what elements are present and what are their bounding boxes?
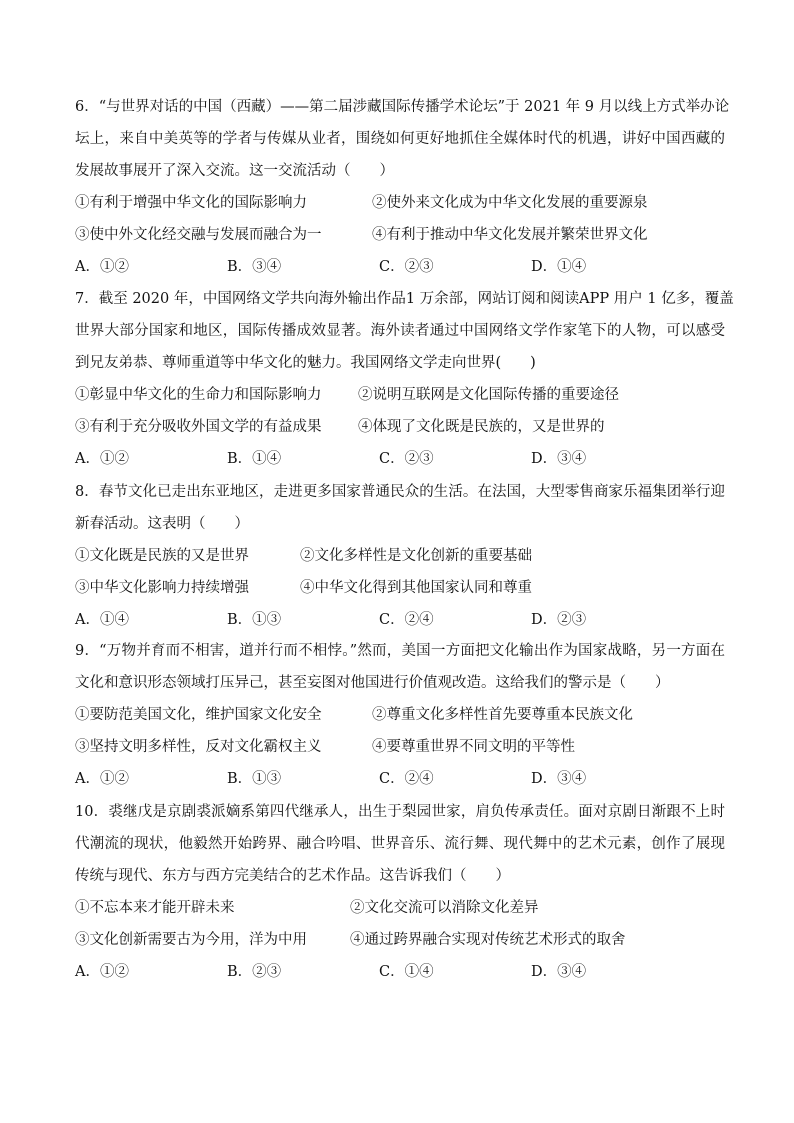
answer-d: D．③④ bbox=[531, 771, 587, 787]
option-4: ④要尊重世界不同文明的平等性 bbox=[372, 739, 575, 755]
stem-line: 文化和意识形态领域打压异己，甚至妄图对他国进行价值观改造。这给我们的警示是（ ） bbox=[75, 675, 670, 691]
option-3: ③文化创新需要古为今用，洋为中用 bbox=[75, 932, 307, 948]
answer-c: C．①④ bbox=[379, 964, 434, 980]
option-row bbox=[75, 572, 725, 604]
answer-b: B．①③ bbox=[227, 771, 282, 787]
question-stem bbox=[75, 91, 730, 187]
stem-line: 坛上，来自中美英等的学者与传媒从业者，围绕如何更好地抓住全媒体时代的机遇，讲好中国西藏的 bbox=[75, 131, 725, 147]
option-row bbox=[75, 892, 725, 924]
option-3: ③坚持文明多样性，反对文化霸权主义 bbox=[75, 739, 322, 755]
option-4: ④体现了文化既是民族的，又是世界的 bbox=[358, 419, 605, 435]
answer-d: D．③④ bbox=[531, 964, 587, 980]
option-3: ③有利于充分吸收外国文学的有益成果 bbox=[75, 419, 322, 435]
question-7 bbox=[75, 283, 734, 475]
option-row bbox=[75, 924, 725, 956]
stem-line: 传统与现代、东方与西方完美结合的艺术作品。这告诉我们（ ） bbox=[75, 868, 510, 884]
answer-d: D．②③ bbox=[531, 612, 587, 628]
answer-c: C．②④ bbox=[379, 612, 434, 628]
option-3: ③使中外文化经交融与发展而融合为一 bbox=[75, 227, 322, 243]
option-1: ①不忘本来才能开辟未来 bbox=[75, 900, 235, 916]
option-2: ②使外来文化成为中华文化发展的重要源泉 bbox=[372, 195, 648, 211]
answer-c: C．②④ bbox=[379, 771, 434, 787]
option-1: ①有利于增强中华文化的国际影响力 bbox=[75, 195, 307, 211]
stem-line: 新春活动。这表明（ ） bbox=[75, 516, 249, 532]
question-10 bbox=[75, 796, 725, 988]
option-4: ④中华文化得到其他国家认同和尊重 bbox=[300, 580, 532, 596]
question-9 bbox=[75, 635, 725, 795]
option-1: ①彰显中华文化的生命力和国际影响力 bbox=[75, 387, 322, 403]
option-row bbox=[75, 219, 725, 251]
answer-row bbox=[75, 443, 725, 475]
stem-line: 6．“与世界对话的中国（西藏）——第二届涉藏国际传播学术论坛”于 2021 年 9 月以线上方式举办论 bbox=[75, 99, 730, 115]
option-2: ②尊重文化多样性首先要尊重本民族文化 bbox=[372, 707, 633, 723]
option-2: ②文化交流可以消除文化差异 bbox=[350, 900, 539, 916]
option-3: ③中华文化影响力持续增强 bbox=[75, 580, 249, 596]
answer-row bbox=[75, 956, 725, 988]
answer-d: D．③④ bbox=[531, 451, 587, 467]
stem-line: 9．“万物并育而不相害，道并行而不相悖。”然而，美国一方面把文化输出作为国家战略，另一方面在 bbox=[75, 643, 725, 659]
stem-line: 到兄友弟恭、尊师重道等中华文化的魅力。我国网络文学走向世界( ) bbox=[75, 355, 536, 371]
question-6 bbox=[75, 91, 730, 283]
option-row bbox=[75, 379, 725, 411]
stem-line: 7．截至 2020 年，中国网络文学共向海外输出作品1 万余部，网站订阅和阅读APP 用户 1 亿多，覆盖 bbox=[75, 291, 734, 307]
answer-a: A．①④ bbox=[75, 612, 129, 628]
question-stem bbox=[75, 283, 734, 379]
option-row bbox=[75, 540, 725, 572]
option-1: ①文化既是民族的又是世界 bbox=[75, 548, 249, 564]
option-row bbox=[75, 411, 725, 443]
answer-row bbox=[75, 251, 725, 283]
answer-c: C．②③ bbox=[379, 259, 434, 275]
answer-row bbox=[75, 763, 725, 795]
option-row bbox=[75, 187, 725, 219]
option-2: ②文化多样性是文化创新的重要基础 bbox=[300, 548, 532, 564]
option-row bbox=[75, 731, 725, 763]
stem-line: 8．春节文化已走出东亚地区，走进更多国家普通民众的生活。在法国，大型零售商家乐福集团举行迎 bbox=[75, 484, 725, 500]
option-4: ④有利于推动中华文化发展并繁荣世界文化 bbox=[372, 227, 648, 243]
answer-a: A．①② bbox=[75, 964, 129, 980]
answer-a: A．①② bbox=[75, 451, 129, 467]
stem-line: 世界大部分国家和地区，国际传播成效显著。海外读者通过中国网络文学作家笔下的人物，可以感受 bbox=[75, 323, 725, 339]
question-8 bbox=[75, 476, 725, 636]
answer-b: B．①③ bbox=[227, 612, 282, 628]
option-1: ①要防范美国文化，维护国家文化安全 bbox=[75, 707, 322, 723]
option-4: ④通过跨界融合实现对传统艺术形式的取舍 bbox=[350, 932, 626, 948]
answer-c: C．②③ bbox=[379, 451, 434, 467]
answer-d: D．①④ bbox=[531, 259, 587, 275]
answer-a: A．①② bbox=[75, 259, 129, 275]
stem-line: 代潮流的现状，他毅然开始跨界、融合吟唱、世界音乐、流行舞、现代舞中的艺术元素，创作了展现 bbox=[75, 836, 725, 852]
stem-line: 发展故事展开了深入交流。这一交流活动（ ） bbox=[75, 163, 394, 179]
question-stem bbox=[75, 796, 725, 892]
stem-line: 10．裘继戊是京剧裘派嫡系第四代继承人，出生于梨园世家，肩负传承责任。面对京剧日渐跟不上时 bbox=[75, 804, 725, 820]
answer-a: A．①② bbox=[75, 771, 129, 787]
answer-b: B．①④ bbox=[227, 451, 282, 467]
option-2: ②说明互联网是文化国际传播的重要途径 bbox=[358, 387, 619, 403]
question-stem bbox=[75, 476, 725, 540]
answer-row bbox=[75, 604, 725, 636]
answer-b: B．②③ bbox=[227, 964, 282, 980]
answer-b: B．③④ bbox=[227, 259, 282, 275]
question-stem bbox=[75, 635, 725, 699]
option-row bbox=[75, 699, 725, 731]
